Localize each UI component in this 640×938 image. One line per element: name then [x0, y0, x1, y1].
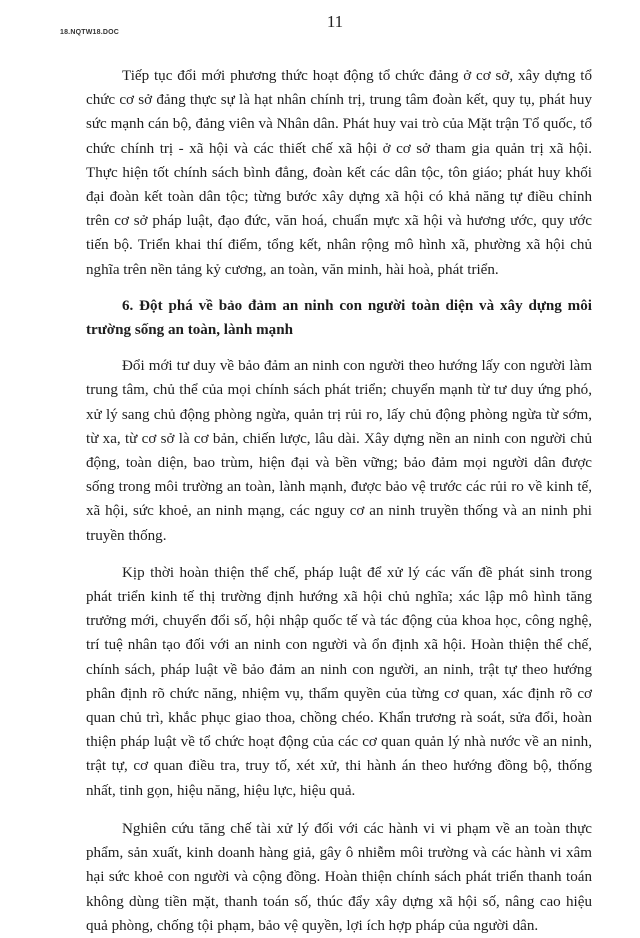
document-filename-label: 18.NQTW18.DOC	[60, 29, 119, 36]
section-heading: 6. Đột phá về bảo đảm an ninh con người toàn diện và xây dựng môi trường sống an toàn, lành mạnh	[86, 297, 592, 339]
document-body	[86, 64, 592, 938]
page-number: 11	[326, 12, 344, 31]
paragraph: Nghiên cứu tăng chế tài xử lý đối với các hành vi vi phạm về an toàn thực phẩm, sản xuất, kinh doanh hàng giả, gây ô nhiễm môi trường và các hành vi xâm hại sức khoẻ con người và cộng đồng. Hoàn thiện chính sách phát triển thanh toán không dùng tiền mặt, thanh toán số, thúc đẩy xây dựng xã hội số, nâng cao hiệu quả phòng, chống tội phạm, bảo vệ quyền, lợi ích hợp pháp của người dân.	[86, 820, 592, 934]
paragraph: Kịp thời hoàn thiện thể chế, pháp luật để xử lý các vấn đề phát sinh trong phát triển kinh tế thị trường định hướng xã hội chủ nghĩa; xác lập mô hình tăng trưởng mới, chuyển đổi số, hội nhập quốc tế và tác động của khoa học, công nghệ, trí tuệ nhân tạo đối với an ninh con người và ổn định xã hội. Hoàn thiện thể chế, chính sách, pháp luật về bảo đảm an ninh con người, an ninh, trật tự theo hướng phân định rõ chức năng, nhiệm vụ, thẩm quyền của từng cơ quan, xác định rõ cơ quan chủ trì, khắc phục giao thoa, chồng chéo. Khẩn trương rà soát, sửa đổi, hoàn thiện pháp luật về tổ chức hoạt động của các cơ quan quản lý nhà nước về an ninh, trật tự, cơ quan điều tra, truy tố, xét xử, thi hành án theo hướng đồng bộ, thống nhất, tinh gọn, hiệu năng, hiệu lực, hiệu quả.	[86, 564, 592, 799]
paragraph: Đổi mới tư duy về bảo đảm an ninh con người theo hướng lấy con người làm trung tâm, chủ thể của mọi chính sách phát triển; chuyển mạnh từ tư duy ứng phó, xử lý sang chủ động phòng ngừa, quản trị rủi ro, lấy chủ động phòng ngừa từ sớm, từ xa, từ cơ sở là cơ bản, chiến lược, lâu dài. Xây dựng nền an ninh con người chủ động, toàn diện, bao trùm, hiện đại và bền vững; bảo đảm mọi người dân được sống trong môi trường an toàn, lành mạnh, được bảo vệ trước các rủi ro về kinh tế, xã hội, sức khoẻ, an ninh mạng, các nguy cơ an ninh truyền thống và an ninh phi truyền thống.	[86, 358, 592, 544]
paragraph: Tiếp tục đổi mới phương thức hoạt động tổ chức đảng ở cơ sở, xây dựng tổ chức cơ sở đảng thực sự là hạt nhân chính trị, trung tâm đoàn kết, quy tụ, phát huy sức mạnh cán bộ, đảng viên và Nhân dân. Phát huy vai trò của Mặt trận Tổ quốc, tổ chức chính trị - xã hội và các thiết chế xã hội ở cơ sở tham gia quản trị xã hội. Thực hiện tốt chính sách bình đẳng, đoàn kết các dân tộc, tôn giáo; phát huy khối đại đoàn kết toàn dân tộc; từng bước xây dựng xã hội có khả năng tự điều chỉnh trên cơ sở pháp luật, đạo đức, văn hoá, chuẩn mực xã hội và hương ước, quy ước tiến bộ. Triển khai thí điểm, tổng kết, nhân rộng mô hình xã, phường xã hội chủ nghĩa trên nền tảng kỷ cương, an toàn, văn minh, hài hoà, phát triển.	[86, 68, 592, 278]
